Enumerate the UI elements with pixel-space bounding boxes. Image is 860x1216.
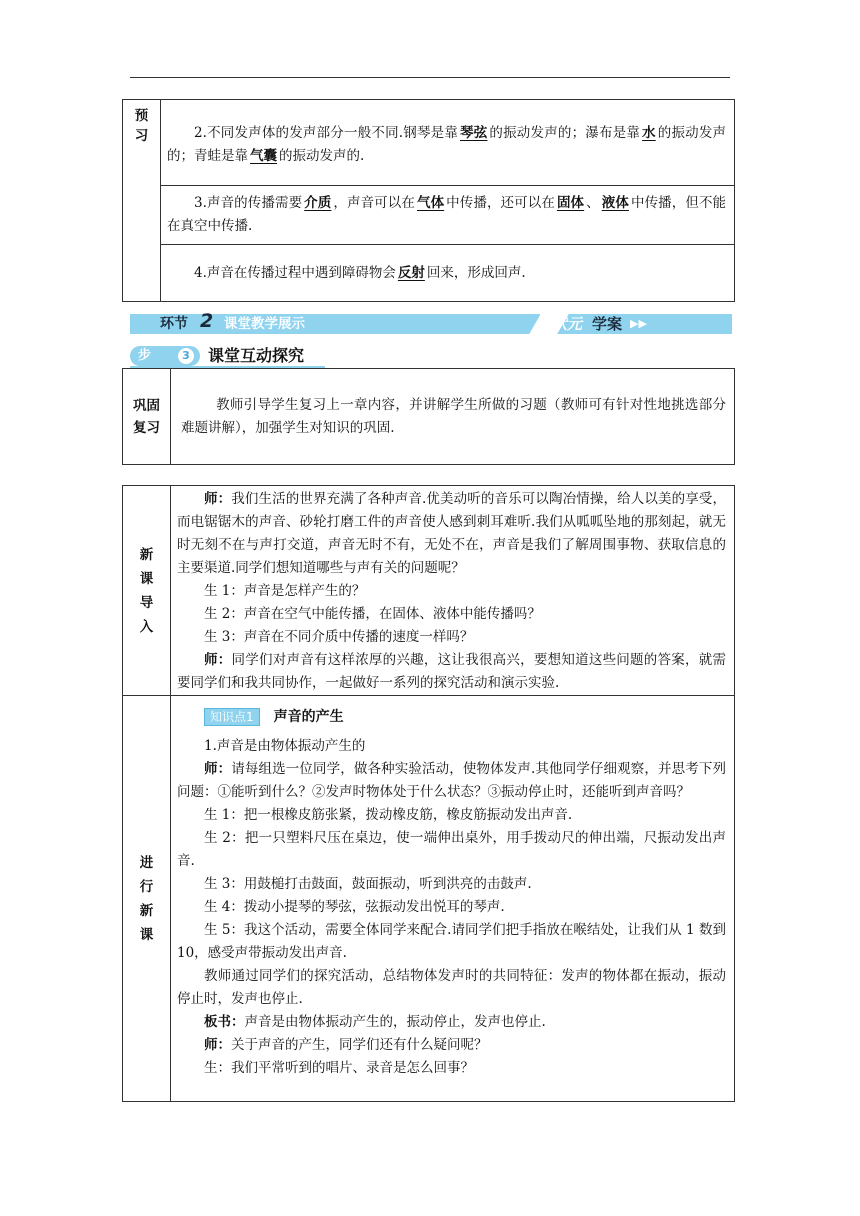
banner-label: 环节 <box>160 316 188 332</box>
knowledge-point-title: 声音的产生 <box>273 709 344 725</box>
step-pill-label: 步骤 <box>138 348 152 383</box>
step-title: 课堂互动探究 <box>208 346 305 365</box>
banner-title: 课堂教学展示 <box>224 316 305 332</box>
preview-table <box>122 99 735 302</box>
preview-item-2: 2.不同发声体的发声部分一般不同.钢琴是靠 琴弦 的振动发声的；瀑布是靠 水 的振动发声的；青蛙是靠 气囊 的振动发声的. <box>161 100 735 186</box>
header-rule <box>130 77 730 78</box>
answer-blank: 水 <box>642 124 656 141</box>
consolidate-head: 巩固 复习 <box>123 369 171 465</box>
newlesson-body: 知识点1 声音的产生 1.声音是由物体振动产生的 师：请每组选一位同学，做各种实验活动，使物体发声.其他同学仔细观察，并思考下列问题：①能听到什么？②发声时物体处于什么状态？③振动停止时，还能听到声音吗？ 生 1：把一根橡皮筋张紧，拨动橡皮筋，橡皮筋振动发出声音. 生 2：把一只塑料尺压在桌边，使一端伸出桌外，用手拨动尺的伸出端，尺振动发出声音. 生 3：用鼓槌打击鼓面，鼓面振动，听到洪亮的击鼓声. 生 4：拨动小提琴的琴弦，弦振动发出悦耳的琴声. 生 5：我这个活动，需要全体同学来配合.请同学们把手指放在喉结处，让我们从 1 数到 10，感受声带振动发出声音. 教师通过同学们的探究活动，总结物体发声时的共同特征：发声的物体都在振动，振动停止时，发声也停止. 板书：声音是由物体振动产生的，振动停止，发声也停止. 师：关于声音的产生，同学们还有什么疑问呢？ 生：我们平常听到的唱片、录音是怎么回事？ <box>171 696 735 1102</box>
answer-blank: 气囊 <box>250 147 277 164</box>
section-banner <box>130 310 732 334</box>
newlesson-head: 进 行 新 课 <box>123 696 171 1102</box>
answer-blank: 固体 <box>556 195 585 211</box>
answer-blank: 反射 <box>397 264 425 281</box>
consolidate-table <box>122 368 735 465</box>
knowledge-point-badge: 知识点1 <box>204 708 260 726</box>
preview-head: 预 习 <box>123 100 161 302</box>
lesson-table <box>122 485 735 1102</box>
banner-tag-2: 学案 <box>592 315 623 333</box>
answer-blank: 琴弦 <box>460 124 488 141</box>
banner-tag: 状元 <box>552 315 583 333</box>
double-arrow-icon: ▶▶ <box>630 317 647 330</box>
intro-body: 师：我们生活的世界充满了各种声音.优美动听的音乐可以陶冶情操，给人以美的享受，而电锯锯木的声音、砂轮打磨工件的声音使人感到刺耳难听.我们从呱呱坠地的那刻起，就无时无刻不在与声打交道，声音无时不有，无处不在，声音是我们了解周围事物、获取信息的主要渠道.同学们想知道哪些与声有关的问题呢？ 生 1：声音是怎样产生的？ 生 2：声音在空气中能传播，在固体、液体中能传播吗？ 生 3：声音在不同介质中传播的速度一样吗？ 师：同学们对声音有这样浓厚的兴趣，这让我很高兴，要想知道这些问题的答案，就需要同学们和我共同协作，一起做好一系列的探究活动和演示实验. <box>171 486 735 696</box>
step-number: 3 <box>178 348 194 364</box>
answer-blank: 液体 <box>601 195 629 211</box>
intro-head: 新 课 导 入 <box>123 486 171 696</box>
answer-blank: 介质 <box>304 195 332 211</box>
banner-number: 2 <box>200 310 214 332</box>
consolidate-body: 教师引导学生复习上一章内容，并讲解学生所做的习题（教师可有针对性地挑选部分难题讲解），加强学生对知识的巩固. <box>171 369 735 465</box>
preview-item-3: 3.声音的传播需要 介质 ，声音可以在 气体 中传播，还可以在 固体 、 液体 中传播，但不能在真空中传播. <box>161 186 735 245</box>
preview-item-4: 4.声音在传播过程中遇到障碍物会 反射 回来，形成回声. <box>161 245 735 302</box>
answer-blank: 气体 <box>416 195 445 211</box>
